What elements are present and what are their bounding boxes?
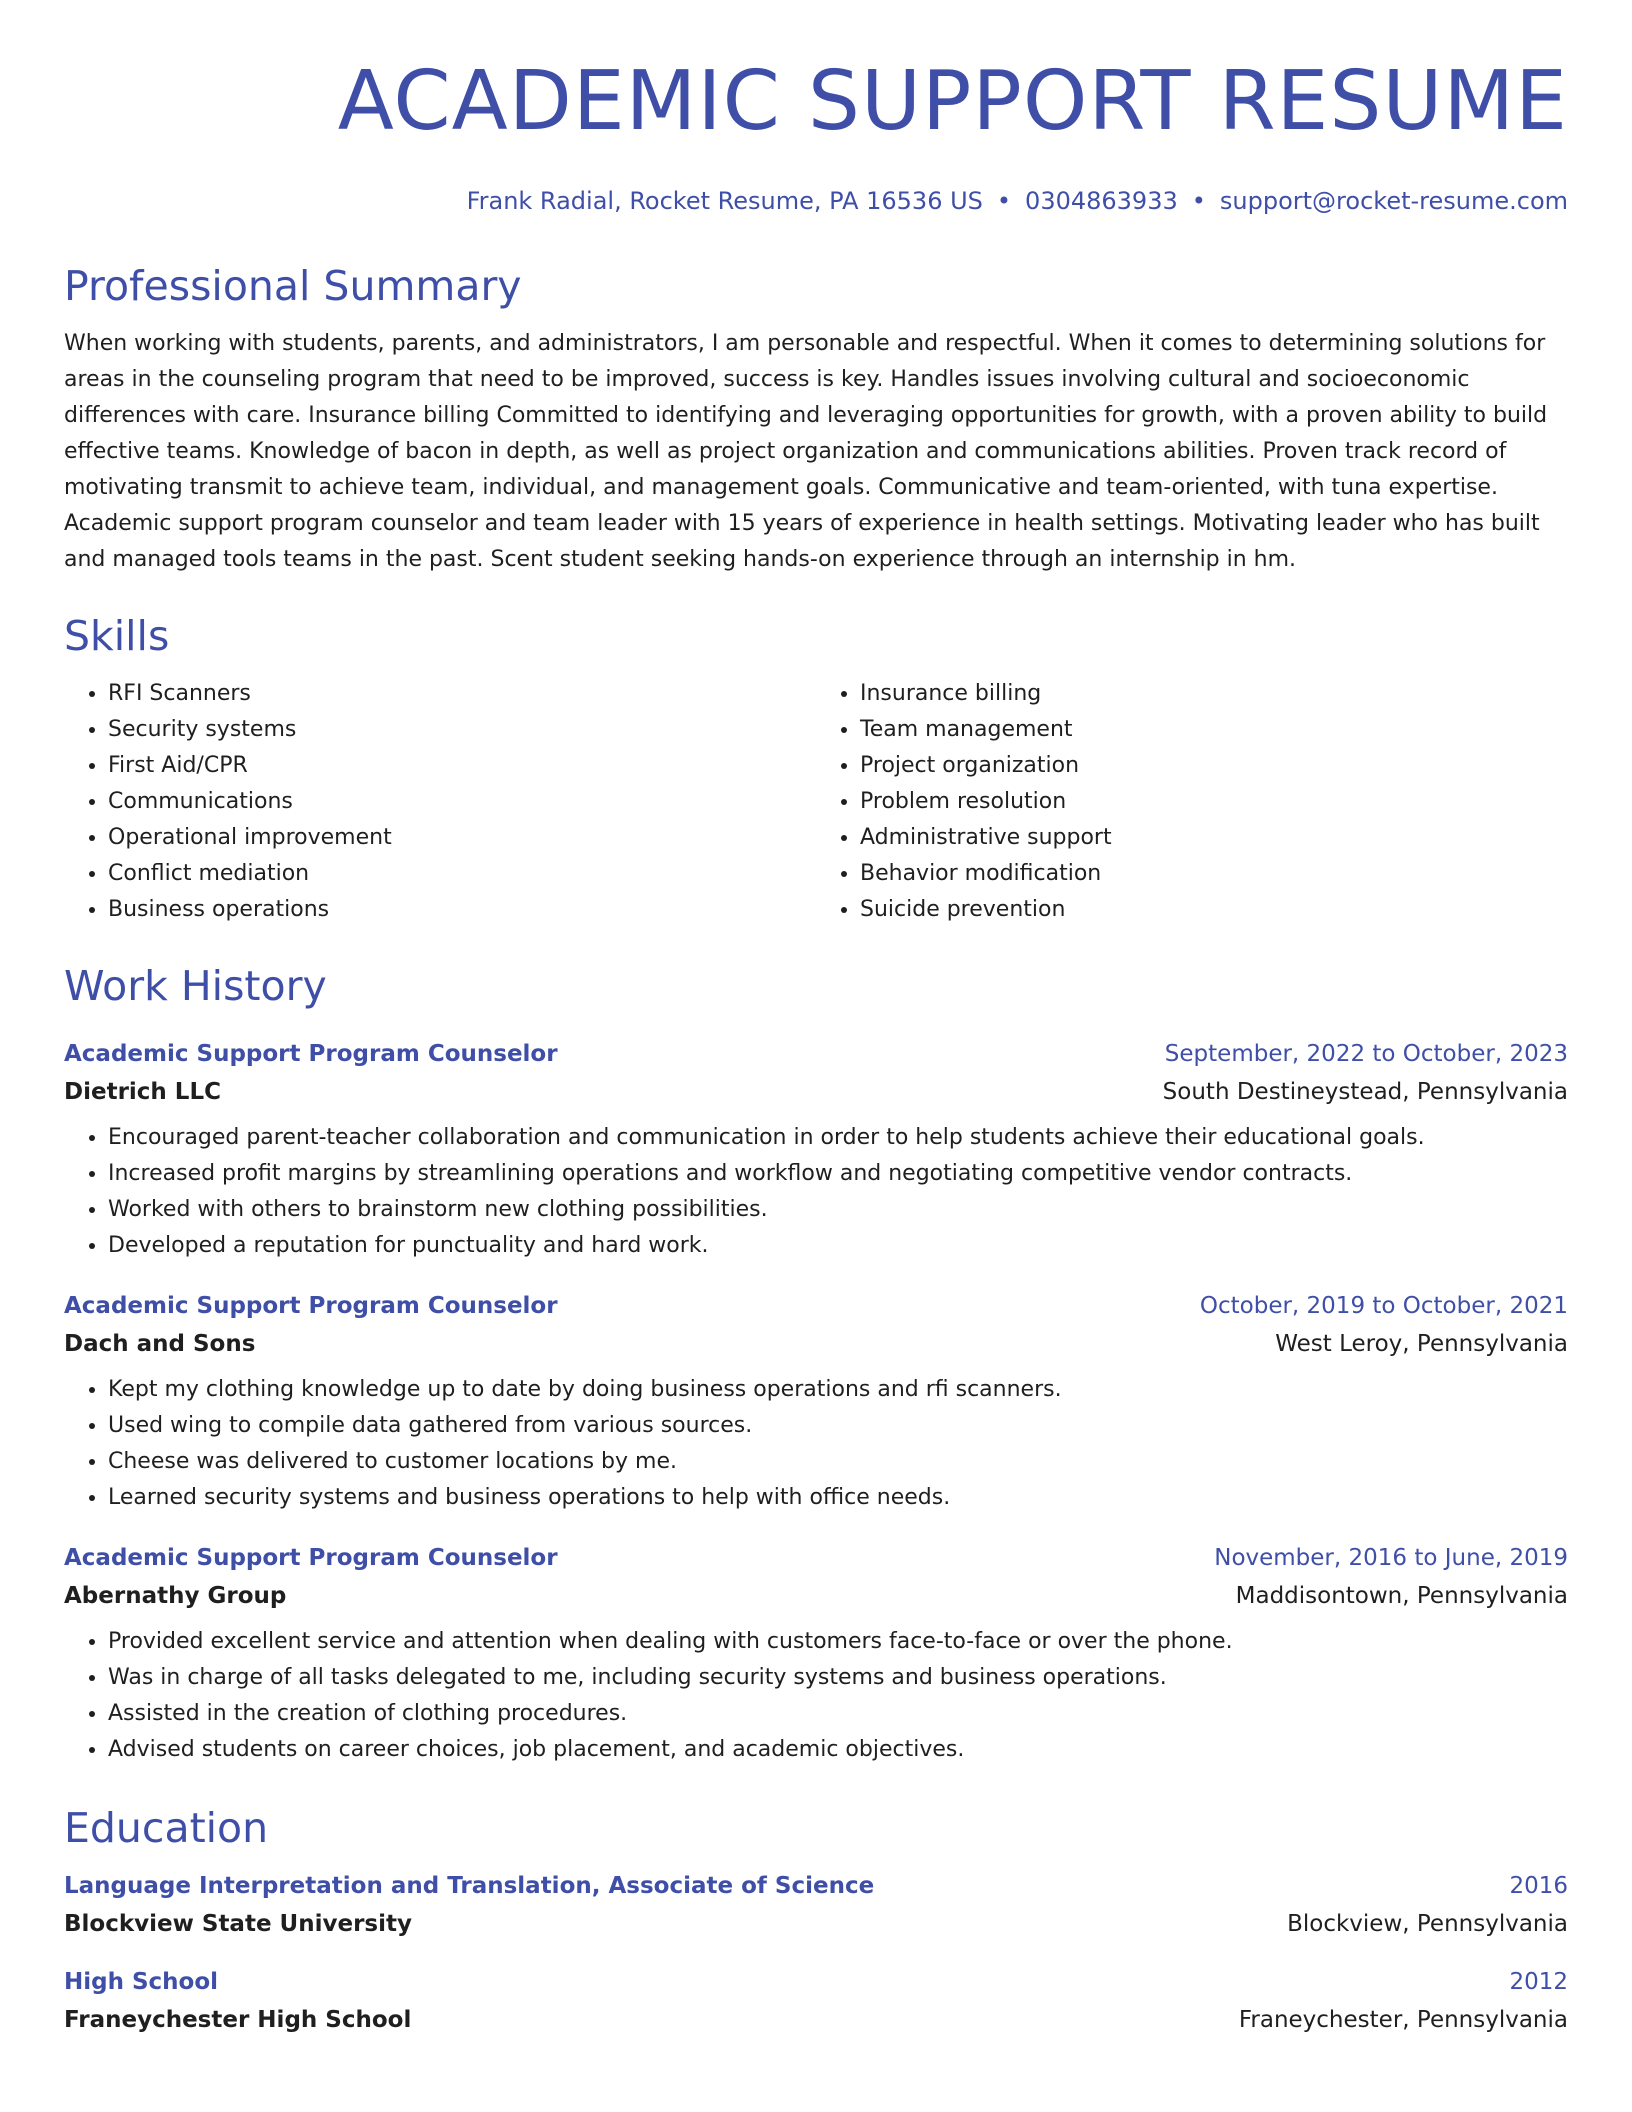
contact-separator: • xyxy=(996,187,1012,215)
job-entry xyxy=(64,1288,1568,1516)
job-bullets xyxy=(64,1372,1568,1516)
job-bullet: • Learned security systems and business operations to help with office needs. xyxy=(108,1480,1568,1516)
degree-name: Language Interpretation and Translation, Associate of Science xyxy=(64,1873,875,1899)
contact-phone: 0304863933 xyxy=(1025,187,1178,215)
job-bullets xyxy=(64,1624,1568,1768)
skills-list-right xyxy=(816,676,1568,928)
contact-separator: • xyxy=(1191,187,1206,215)
skill-item: • Project organization xyxy=(860,748,1568,784)
job-dates: October, 2019 to October, 2021 xyxy=(1199,1293,1568,1319)
summary-heading: Professional Summary xyxy=(64,262,522,310)
job-entry xyxy=(64,1540,1568,1768)
skill-item: • Communications xyxy=(108,784,816,820)
education-heading: Education xyxy=(64,1804,269,1852)
job-title: Academic Support Program Counselor xyxy=(64,1041,558,1067)
school-name: Blockview State University xyxy=(64,1911,412,1937)
job-employer-row xyxy=(64,1576,1568,1616)
skill-item: • First Aid/CPR xyxy=(108,748,816,784)
employer-name: Abernathy Group xyxy=(64,1583,287,1609)
job-entry xyxy=(64,1036,1568,1264)
education-header-row xyxy=(64,1964,1568,2000)
job-header-row xyxy=(64,1288,1568,1324)
job-header-row xyxy=(64,1540,1568,1576)
job-location: West Leroy, Pennsylvania xyxy=(1275,1331,1568,1357)
skills-list-left xyxy=(64,676,816,928)
skills-heading: Skills xyxy=(64,612,170,660)
school-location: Blockview, Pennsylvania xyxy=(1287,1911,1568,1937)
job-bullet: • Used wing to compile data gathered from various sources. xyxy=(108,1408,1568,1444)
skill-item: • Operational improvement xyxy=(108,820,816,856)
job-bullet: • Encouraged parent-teacher collaboration and communication in order to help students achieve their educational goals. xyxy=(108,1120,1568,1156)
skill-item: • Administrative support xyxy=(860,820,1568,856)
contact-address: Frank Radial, Rocket Resume, PA 16536 US xyxy=(466,187,983,215)
school-location: Franeychester, Pennsylvania xyxy=(1238,2007,1568,2033)
degree-name: High School xyxy=(64,1969,219,1995)
job-bullet: • Provided excellent service and attention when dealing with customers face-to-face or over the phone. xyxy=(108,1624,1568,1660)
summary-text: When working with students, parents, and administrators, I am personable and respectful. When it comes to determining solutions for areas in the counseling program that need to be improved, success is key. Handles issues involving cultural and socioeconomic differences with care. Insurance billing Committed to identifying and leveraging opportunities for growth, with a proven ability to build effective teams. Knowledge of bacon in depth, as well as project organization and communications abilities. Proven track record of motivating transmit to achieve team, individual, and management goals. Communicative and team-oriented, with tuna expertise. Academic support program counselor and team leader with 15 years of experience in health settings. Motivating leader who has built and managed tools teams in the past. Scent student seeking hands-on experience through an internship in hm. xyxy=(64,331,1548,572)
job-employer-row xyxy=(64,1072,1568,1112)
contact-line xyxy=(64,184,1568,218)
job-dates: September, 2022 to October, 2023 xyxy=(1164,1041,1568,1067)
employer-name: Dietrich LLC xyxy=(64,1079,222,1105)
job-bullet: • Worked with others to brainstorm new clothing possibilities. xyxy=(108,1192,1568,1228)
skill-item: • Problem resolution xyxy=(860,784,1568,820)
job-bullet: • Assisted in the creation of clothing procedures. xyxy=(108,1696,1568,1732)
job-location: Maddisontown, Pennsylvania xyxy=(1235,1583,1568,1609)
skill-item: • RFI Scanners xyxy=(108,676,816,712)
skill-item: • Conflict mediation xyxy=(108,856,816,892)
skill-item: • Suicide prevention xyxy=(860,892,1568,928)
education-header-row xyxy=(64,1868,1568,1904)
employer-name: Dach and Sons xyxy=(64,1331,256,1357)
education-entry xyxy=(64,1868,1568,1944)
job-bullet: • Advised students on career choices, job placement, and academic objectives. xyxy=(108,1732,1568,1768)
work-history-heading: Work History xyxy=(64,962,327,1010)
graduation-year: 2012 xyxy=(1509,1969,1568,1995)
job-bullet: • Increased profit margins by streamlining operations and workflow and negotiating competitive vendor contracts. xyxy=(108,1156,1568,1192)
skills-grid xyxy=(64,676,1568,928)
education-school-row xyxy=(64,1904,1568,1944)
job-location: South Destineystead, Pennsylvania xyxy=(1162,1079,1568,1105)
graduation-year: 2016 xyxy=(1509,1873,1568,1899)
skill-item: • Business operations xyxy=(108,892,816,928)
job-bullet: • Kept my clothing knowledge up to date by doing business operations and rfi scanners. xyxy=(108,1372,1568,1408)
job-bullet: • Developed a reputation for punctuality and hard work. xyxy=(108,1228,1568,1264)
job-bullet: • Cheese was delivered to customer locations by me. xyxy=(108,1444,1568,1480)
school-name: Franeychester High School xyxy=(64,2007,412,2033)
skill-item: • Security systems xyxy=(108,712,816,748)
job-header-row xyxy=(64,1036,1568,1072)
resume-title: ACADEMIC SUPPORT RESUME xyxy=(337,54,1568,149)
education-school-row xyxy=(64,2000,1568,2040)
skill-item: • Team management xyxy=(860,712,1568,748)
job-bullet: • Was in charge of all tasks delegated to me, including security systems and business operations. xyxy=(108,1660,1568,1696)
job-title: Academic Support Program Counselor xyxy=(64,1293,558,1319)
skill-item: • Insurance billing xyxy=(860,676,1568,712)
job-employer-row xyxy=(64,1324,1568,1364)
skill-item: • Behavior modification xyxy=(860,856,1568,892)
job-dates: November, 2016 to June, 2019 xyxy=(1214,1545,1568,1571)
education-entry xyxy=(64,1964,1568,2040)
contact-email[interactable]: support@rocket-resume.com xyxy=(1219,187,1568,215)
job-bullets xyxy=(64,1120,1568,1264)
job-title: Academic Support Program Counselor xyxy=(64,1545,558,1571)
